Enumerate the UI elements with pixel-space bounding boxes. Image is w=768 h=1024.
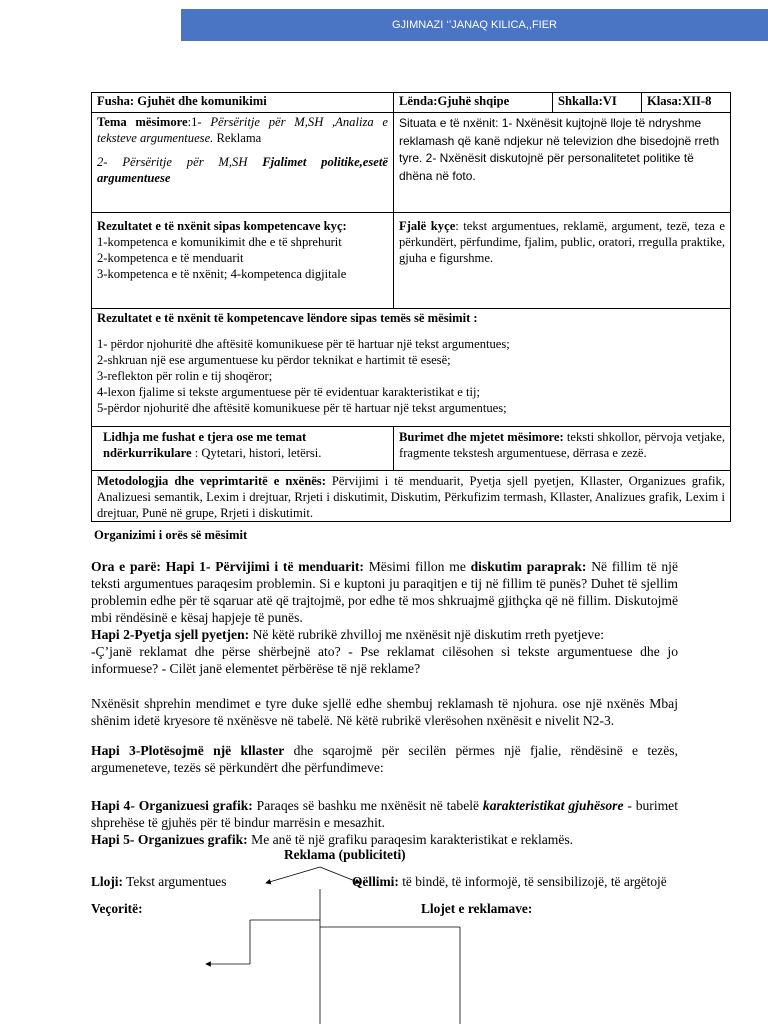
hapi-1-title: Ora e parë: Hapi 1- Përvijimi i të menduarit: — [91, 559, 364, 574]
hapi-1-bold: diskutim paraprak: — [470, 559, 587, 574]
hapi-1-text-b: Në fillim të një teksti argumentues paraqesim problemin. Si e kuptoni ju paraqitjen e tij në fillim të punës? Duhet të sjellim problemin edhe për të sqaruar atë që trajtojmë, por edhe të mos shkruajmë gjithçka që në fillim. Diskutojmë mbi rëndësinë e kësaj hapjeje të punës. — [91, 559, 678, 625]
lloji-label: Lloji: — [91, 874, 123, 889]
rezultat-item: 1- përdor njohuritë dhe aftësitë komunikuese për të hartuar një tekst argumentues; — [97, 337, 510, 351]
tema-2-prefix: 2- Përsëritje për M,SH — [97, 155, 263, 169]
lidhja-text: : Qytetari, histori, letërsi. — [191, 446, 322, 460]
school-name: GJIMNAZI ‘’JANAQ KILICA,,FIER — [391, 19, 558, 31]
klasa-cell: Klasa:XII-8 — [642, 93, 731, 113]
hapi-2-paragraph: Nxënësit shprehin mendimet e tyre duke sjellë edhe shembuj reklamash të njohura. ose një nxënës Mbaj shënim idetë kryesore të nxënësve në tabelë. Në këtë rubrikë vlerësohen nxënësit e nivelit N2-3. — [91, 696, 678, 728]
lidhja-label: Lidhja me fushat e tjera ose me temat ndërkurrikulare — [103, 430, 307, 460]
fjale-kyce-label: Fjalë kyçe — [399, 219, 456, 233]
llojet-node: Llojet e reklamave: — [421, 901, 533, 916]
burimet-label: Burimet dhe mjetet mësimore: — [399, 430, 564, 444]
metodologjia-label: Metodologjia dhe veprimtaritë e nxënës: — [97, 474, 326, 488]
tema-1-prefix: :1- — [187, 115, 211, 129]
situata-text: Situata e të nxënit: 1- Nxënësit kujtojnë lloje të ndryshme reklamash që kanë ndjekur në televizion dhe bisedojnë rreth tyre. 2- Nxënësit diskutojnë për personalitetet politike të dhëna në foto. — [399, 116, 720, 183]
kompetenca-item: 1-kompetenca e komunikimit dhe e të shprehurit — [97, 235, 342, 249]
kompetenca-item: 2-kompetenca e të menduarit — [97, 251, 244, 265]
qellimi-label: Qëllimi: — [352, 874, 399, 889]
hapi-4-bold-italic: karakteristikat gjuhësore — [482, 798, 624, 813]
fusha-cell: Fusha: Gjuhët dhe komunikimi — [92, 93, 394, 113]
rezultat-item: 4-lexon fjalime si tekste argumentuese për të evidentuar karakteristikat e tij; — [97, 385, 481, 399]
tema-1-text: Përsëritje për M,SH ,Analiza e teksteve argumentuese. — [97, 115, 388, 145]
kompetencat-kyc-label: Rezultatet e të nxënit sipas kompetencave kyç: — [97, 219, 347, 233]
fjale-kyce-text: : tekst argumentues, reklamë, argument, tezë, teza e përkundërt, përfundime, fjalim, public, oratori, rregulla praktike, gjuha e figurshme. — [399, 219, 725, 265]
arrow-to-lloji — [266, 867, 320, 883]
hapi-4-text: Paraqes së bashku me nxënësit në tabelë — [252, 798, 483, 813]
lenda-cell: Lënda:Gjuhë shqipe — [394, 93, 553, 113]
hapi-2-text: Në këtë rubrikë zhvilloj me nxënësit një diskutim rreth pyetjeve: — [249, 627, 605, 642]
hapi-5-text: Me anë të një grafiku paraqesim karakteristikat e reklamës. — [247, 832, 574, 847]
hapi-5-title: Hapi 5- Organizues grafik: — [91, 832, 248, 847]
shkalla-cell: Shkalla:VI — [553, 93, 642, 113]
vecorite-node: Veçoritë: — [91, 901, 143, 916]
qellimi-text: të bindë, të informojë, të sensibilizojë, të argëtojë — [398, 874, 667, 889]
lloji-text: Tekst argumentues — [123, 874, 227, 889]
hapi-4-title: Hapi 4- Organizuesi grafik: — [91, 798, 253, 813]
kompetencat-lendore-label: Rezultatet e të nxënit të kompetencave lëndore sipas temës së mësimit : — [97, 311, 478, 325]
burimet-text: teksti shkollor, përvoja vetjake, fragmente tekstesh argumentuese, dërrasa e zezë. — [399, 430, 725, 460]
hapi-3-text: dhe sqarojmë për secilën përmes një fjalie, rëndësinë e tezës, argumeneteve, tezës së përkundërt dhe përfundimeve: — [91, 743, 678, 775]
kompetenca-item: 3-kompetenca e të nxënit; 4-kompetenca digjitale — [97, 267, 347, 281]
rezultat-item: 3-reflekton për rolin e tij shoqëror; — [97, 369, 273, 383]
hapi-2-title: Hapi 2-Pyetja sjell pyetjen: — [91, 627, 250, 642]
tema-2-text: Fjalimet politike,esetë argumentuese — [97, 155, 388, 185]
hapi-2-questions: -Ç’janë reklamat dhe përse shërbejnë ato? - Pse reklamat cilësohen si tekste argumentuese dhe jo informuese? - Cilët janë elementet përbërëse të një reklame? — [91, 644, 678, 676]
tema-1-rest: Reklama — [213, 131, 262, 145]
rezultat-item: 5-përdor njohuritë dhe aftësitë komunikuese për të hartuar një tekst argumentues; — [97, 401, 507, 415]
hapi-3-title: Hapi 3-Plotësojmë një kllaster — [91, 743, 285, 758]
rezultat-item: 2-shkruan një ese argumentuese ku përdor teknikat e hartimit të esesë; — [97, 353, 451, 367]
diagram-title: Reklama (publiciteti) — [284, 847, 406, 862]
tema-label: Tema mësimore — [97, 115, 188, 129]
organizimi-title: Organizimi i orës së mësimit — [94, 528, 248, 542]
hapi-1-text-a: Mësimi fillon me — [363, 559, 471, 574]
arrow-to-qellimi — [320, 867, 360, 883]
hapi-4-tail: - burimet shprehëse të gjuhës për të bindur marrësin e mesazhit. — [91, 798, 678, 830]
metodologjia-text: Përvijimi i të menduarit, Pyetja sjell pyetjen, Kllaster, Organizues grafik, Analizuesi semantik, Lexim i drejtuar, Rrjeti i diskutimit, Diskutim, Përkufizim termash, Kllaster, Analizues grafik, Lexim i drejtuar, Punë në grupe, Rrjeti i diskutimit. — [97, 474, 725, 520]
